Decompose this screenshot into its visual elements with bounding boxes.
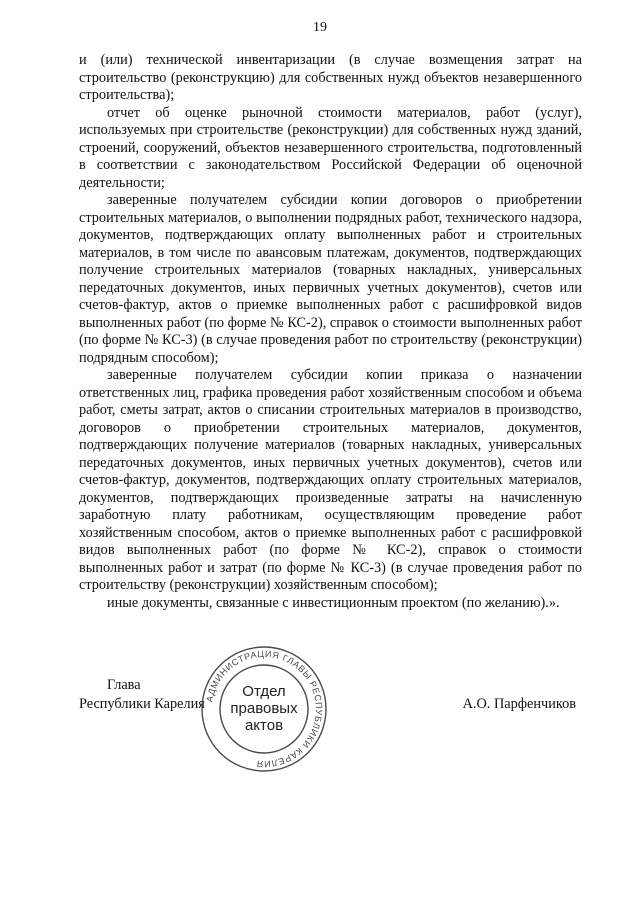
- paragraph-contractor-documents: заверенные получателем субсидии копии договоров о приобретении строительных материалов, о выполнении подрядных работ, технического надзора, документов, подтверждающих оплату выполненных работ и строительных материалов, в том числе по авансовым платежам, документов, подтверждающих получение строительных материалов (товарных накладных, универсальных передаточных документов, иных первичных учетных документов), счетов или счетов-фактур, актов о приемке выполненных работ с расшифровкой видов выполненных работ (по форме № КС-2), справок о стоимости выполненных работ (по форме № КС-3) (в случае проведения работ по строительству (реконструкции) подрядным способом);: [79, 192, 582, 366]
- official-stamp: [198, 643, 330, 775]
- signatory-title: [79, 676, 205, 714]
- page-number: 19: [313, 20, 327, 35]
- stamp-line1: Отдел: [242, 683, 286, 700]
- document-body: [79, 52, 582, 612]
- paragraph-in-house-documents: заверенные получателем субсидии копии приказа о назначении ответственных лиц, графика проведения работ хозяйственным способом и объема работ, сметы затрат, актов о списании строительных материалов в производство, договоров о приобретении строительных материалов, документов, подтверждающих получение материалов (товарных накладных, универсальных передаточных документов, иных первичных учетных документов), счетов или счетов-фактур, документов, подтверждающих оплату строительных материалов, документов, подтверждающих произведенные затраты на начисленную заработную плату работникам, осуществляющим проведение работ хозяйственным способом, актов о приемке выполненных работ с расшифровкой видов выполненных работ (по форме № КС-2), справок о стоимости выполненных работ и затрат (по форме № КС-3) (в случае проведения работ по строительству (реконструкции) хозяйственным способом);: [79, 367, 582, 593]
- signatory-title-line1: Глава: [107, 677, 141, 693]
- signature-block: [79, 676, 582, 736]
- signatory-name: А.О. Парфенчиков: [462, 696, 576, 712]
- stamp-ring-textpath: АДМИНИСТРАЦИЯ ГЛАВЫ РЕСПУБЛИКИ КАРЕЛИЯ: [204, 648, 325, 770]
- stamp-line3: актов: [244, 717, 284, 734]
- signatory-title-line2: Республики Карелия: [79, 696, 205, 712]
- paragraph-valuation-report: отчет об оценке рыночной стоимости материалов, работ (услуг), используемых при строительстве (реконструкции) для собственных нужд зданий, строений, сооружений, объектов незавершенного строительства, подготовленный в соответствии с законодательством Российской Федерации об оценочной деятельности;: [79, 104, 582, 191]
- stamp-line2: правовых: [230, 700, 298, 717]
- paragraph-other-documents: иные документы, связанные с инвестиционным проектом (по желанию).».: [107, 594, 560, 611]
- paragraph-inventory: и (или) технической инвентаризации (в случае возмещения затрат на строительство (реконструкцию) для собственных нужд объектов незавершенного строительства);: [79, 52, 582, 103]
